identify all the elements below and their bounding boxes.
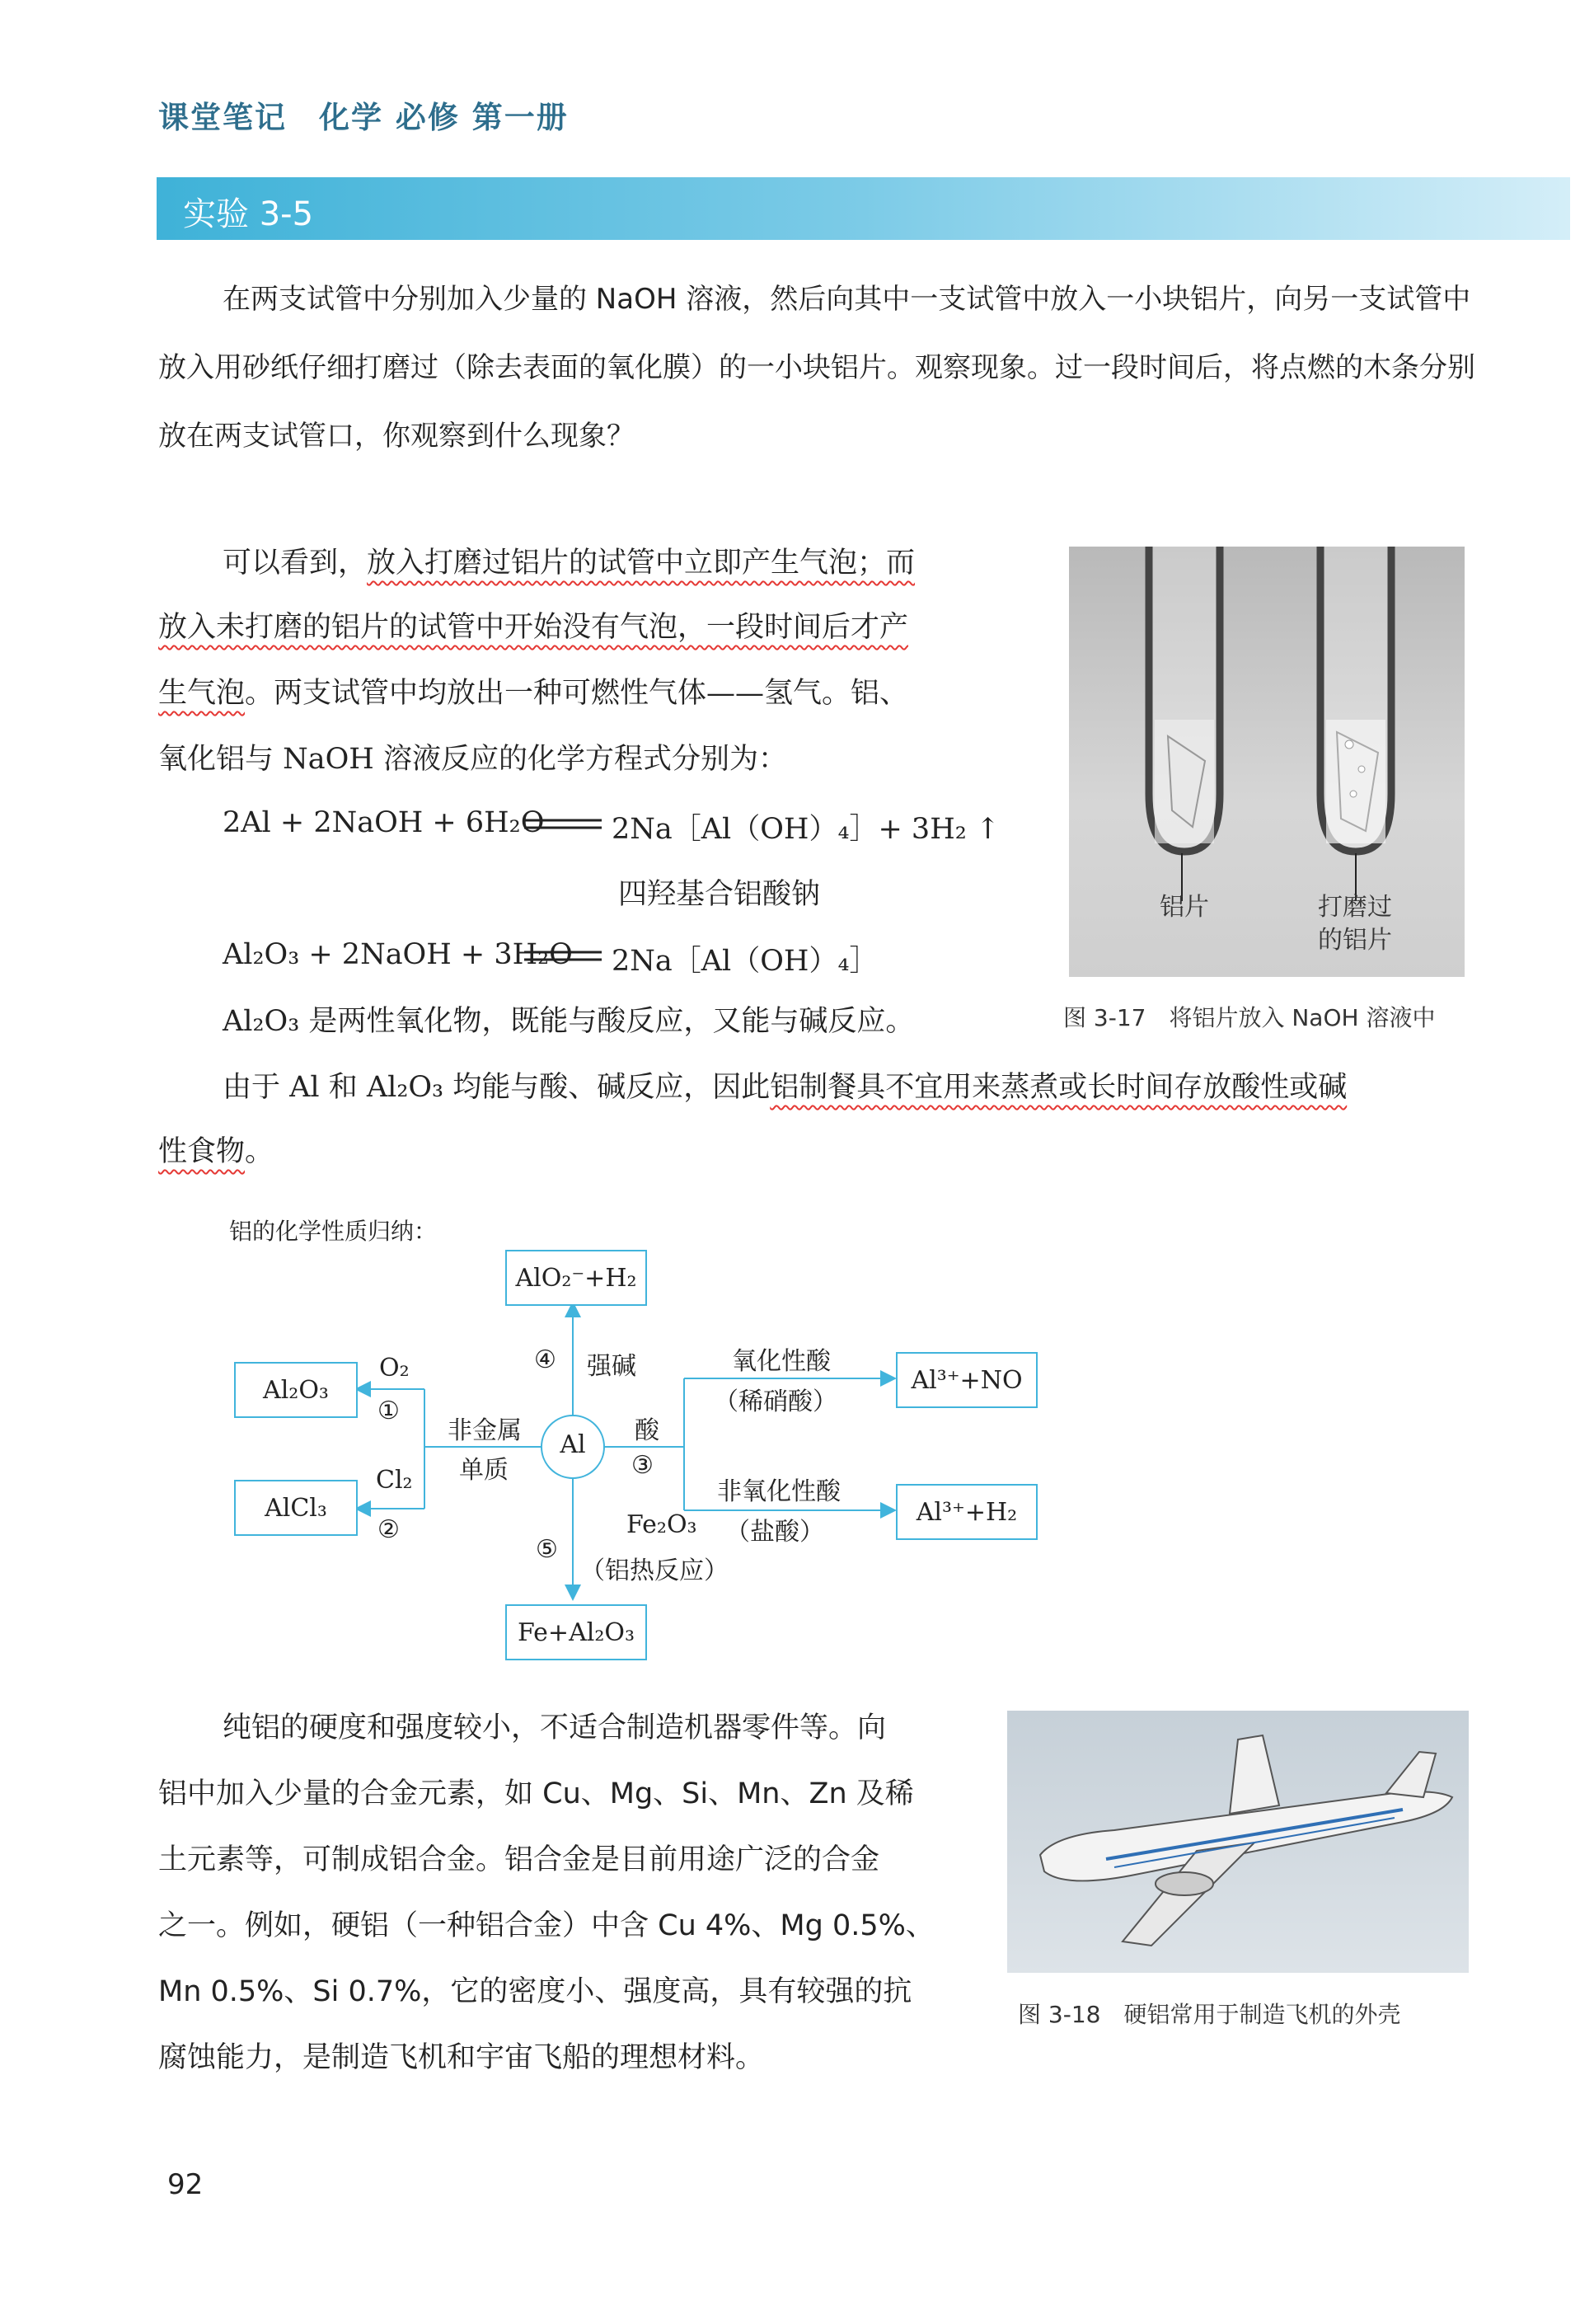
highlight: 放入未打磨的铝片的试管中开始没有气泡，一段时间后才产 (158, 611, 909, 644)
box-alo2-h2: AlO₂⁻+H₂ (505, 1250, 647, 1306)
para3-line1: 纯铝的硬度和强度较小，不适合制造机器零件等。向 (223, 1711, 887, 1744)
highlight: 放入打磨过铝片的试管中立即产生气泡；而 (367, 547, 916, 580)
figure1-caption: 图 3-17 将铝片放入 NaOH 溶液中 (1063, 1004, 1436, 1031)
equation1-product-name: 四羟基合铝酸钠 (618, 878, 821, 911)
label-hydrochloric: （盐酸） (725, 1518, 824, 1547)
num-3: ③ (631, 1451, 654, 1480)
airplane-photo (1007, 1711, 1469, 1973)
label-dilute-nitric: （稀硝酸） (714, 1387, 837, 1416)
running-header: 课堂笔记 化学 必修 第一册 (158, 100, 569, 135)
page-number: 92 (167, 2168, 204, 2201)
figure2-caption: 图 3-18 硬铝常用于制造飞机的外壳 (1018, 2001, 1401, 2028)
experiment-text: 在两支试管中分别加入少量的 NaOH 溶液，然后向其中一支试管中放入一小块铝片，向另一支试管中放入用砂纸仔细打磨过（除去表面的氧化膜）的一小块铝片。观察现象。过一段时间后，将点燃的木条分别放在两支试管口，你观察到什么现象？ (158, 283, 1475, 453)
highlight: 铝制餐具不宜用来蒸煮或长时间存放酸性或碱 (770, 1071, 1348, 1104)
para1-line4: 氧化铝与 NaOH 溶液反应的化学方程式分别为： (158, 743, 787, 776)
para2-line3: 性食物。 (158, 1135, 274, 1168)
diagram-center-al: Al (560, 1430, 586, 1459)
label-acid: 酸 (635, 1416, 659, 1445)
box-fe-al2o3: Fe+Al₂O₃ (505, 1604, 647, 1660)
label-nonoxidizing-acid: 非氧化性酸 (717, 1477, 841, 1506)
para3-line3: 土元素等，可制成铝合金。铝合金是目前用途广泛的合金 (158, 1843, 880, 1876)
diagram-title: 铝的化学性质归纳： (229, 1218, 438, 1245)
highlight: 生气泡 (158, 677, 246, 710)
experiment-title: 实验 3-5 (183, 195, 314, 233)
para1-line3: 生气泡。两支试管中均放出一种可燃性气体——氢气。铝、 (158, 677, 909, 710)
equation1-left: 2Al + 2NaOH + 6H₂O (223, 806, 545, 839)
equation1-right: 2Na［Al（OH）₄］+ 3H₂ ↑ (612, 813, 1001, 846)
label-nonmetal-2: 单质 (459, 1456, 509, 1485)
para2-line1: Al₂O₃ 是两性氧化物，既能与酸反应，又能与碱反应。 (223, 1005, 915, 1038)
label-strong-base: 强碱 (587, 1352, 636, 1381)
box-al2o3: Al₂O₃ (234, 1362, 358, 1418)
label-polished-2: 的铝片 (1318, 926, 1392, 955)
label-polished-1: 打磨过 (1318, 893, 1392, 922)
para3-line4: 之一。例如，硬铝（一种铝合金）中含 Cu 4%、Mg 0.5%、 (158, 1909, 935, 1942)
label-oxidizing-acid: 氧化性酸 (732, 1347, 831, 1376)
label-aluminum-foil: 铝片 (1160, 893, 1209, 922)
num-5: ⑤ (536, 1535, 558, 1564)
para1-line1: 可以看到，放入打磨过铝片的试管中立即产生气泡；而 (223, 547, 916, 580)
airplane-illustration (1007, 1711, 1469, 1973)
para2-line2: 由于 Al 和 Al₂O₃ 均能与酸、碱反应，因此铝制餐具不宜用来蒸煮或长时间存放酸性或碱 (223, 1071, 1348, 1104)
num-1: ① (377, 1397, 400, 1425)
para3-line5: Mn 0.5%、Si 0.7%，它的密度小、强度高，具有较强的抗 (158, 1975, 912, 2008)
para3-line2: 铝中加入少量的合金元素，如 Cu、Mg、Si、Mn、Zn 及稀 (158, 1777, 914, 1810)
label-thermite: （铝热反应） (580, 1556, 729, 1585)
equation2-left: Al₂O₃ + 2NaOH + 3H₂O (223, 938, 573, 971)
box-al3-h2: Al³⁺+H₂ (896, 1484, 1038, 1540)
equation2-right: 2Na［Al（OH）₄］ (612, 945, 879, 978)
num-2: ② (377, 1515, 400, 1544)
label-nonmetal-1: 非金属 (448, 1416, 522, 1445)
num-4: ④ (534, 1345, 556, 1374)
box-al3-no: Al³⁺+NO (896, 1352, 1038, 1408)
para3-line6: 腐蚀能力，是制造飞机和宇宙飞船的理想材料。 (158, 2041, 765, 2074)
label-o2: O₂ (379, 1354, 410, 1383)
box-alcl3: AlCl₃ (234, 1480, 358, 1536)
highlight: 性食物 (158, 1135, 246, 1168)
label-cl2: Cl₂ (376, 1466, 413, 1495)
label-fe2o3: Fe₂O₃ (626, 1510, 697, 1539)
